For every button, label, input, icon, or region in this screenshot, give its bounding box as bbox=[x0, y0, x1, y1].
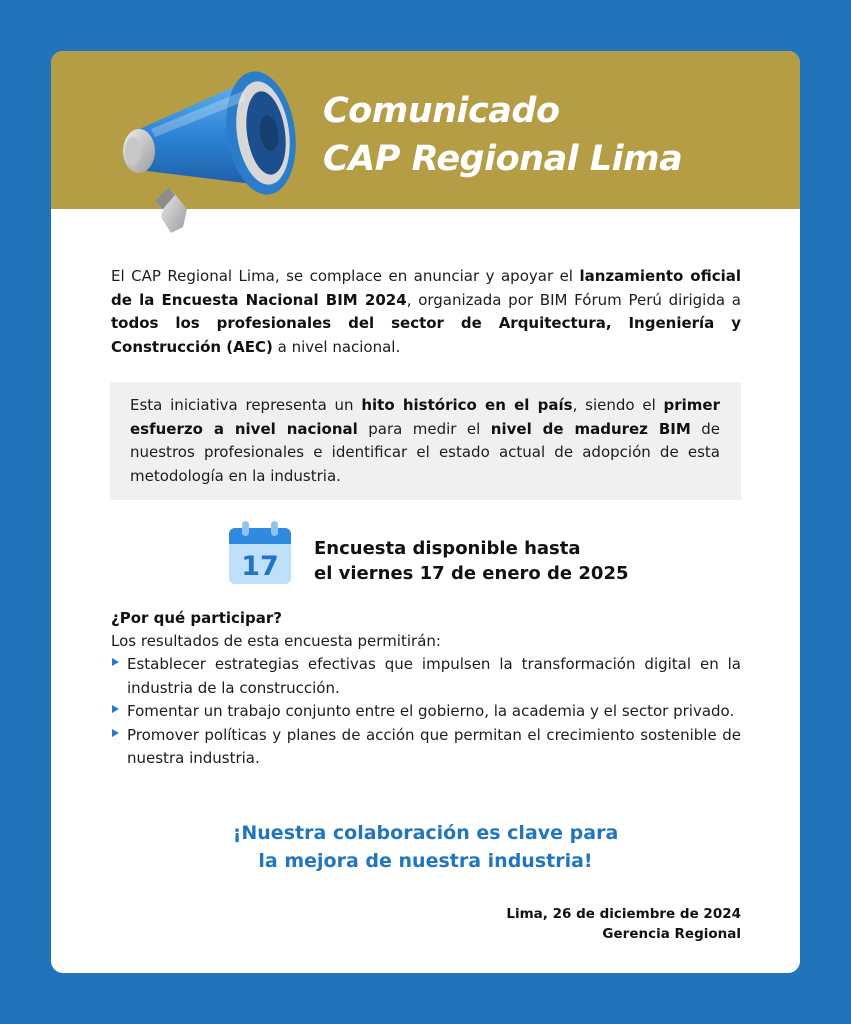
list-item-text: Fomentar un trabajo conjunto entre el gobierno, la academia y el sector privado. bbox=[127, 702, 735, 720]
intro-text: a nivel nacional. bbox=[272, 337, 401, 356]
calendar-day: 17 bbox=[241, 551, 279, 582]
intro-bold: lanzamiento oficial de la Encuesta Nacional BIM 2024 bbox=[111, 267, 741, 309]
highlight-bold: hito histórico en el país bbox=[361, 396, 573, 414]
announcement-card bbox=[51, 51, 800, 973]
signature-block bbox=[506, 904, 741, 944]
triangle-bullet-icon bbox=[112, 705, 119, 713]
benefits-list bbox=[111, 653, 751, 771]
why-participate-section bbox=[111, 607, 751, 771]
deadline-line-1: Encuesta disponible hasta bbox=[314, 538, 581, 559]
title-line-1: Comunicado bbox=[323, 91, 560, 131]
list-item bbox=[111, 700, 741, 724]
deadline-line-2: el viernes 17 de enero de 2025 bbox=[314, 563, 629, 584]
header-banner bbox=[51, 51, 800, 209]
highlight-text: Esta iniciativa representa un bbox=[130, 396, 362, 414]
signer: Gerencia Regional bbox=[602, 926, 741, 942]
section-heading: ¿Por qué participar? bbox=[111, 609, 282, 627]
list-item bbox=[111, 653, 741, 700]
list-item bbox=[111, 724, 741, 771]
closing-line-1: ¡Nuestra colaboración es clave para bbox=[232, 822, 619, 844]
deadline-text bbox=[314, 536, 629, 586]
megaphone-icon bbox=[111, 59, 311, 234]
closing-message bbox=[51, 819, 800, 875]
title-line-2: CAP Regional Lima bbox=[323, 139, 683, 179]
highlight-text: , siendo el bbox=[572, 396, 664, 414]
list-item-text: Promover políticas y planes de acción que permitan el crecimiento sostenible de nuestra industria. bbox=[127, 725, 741, 767]
place-date: Lima, 26 de diciembre de 2024 bbox=[506, 906, 741, 922]
highlight-box bbox=[110, 382, 741, 500]
list-item-text: Establecer estrategias efectivas que impulsen la transformación digital en la industria de la construcción. bbox=[127, 655, 741, 697]
closing-line-2: la mejora de nuestra industria! bbox=[258, 850, 593, 872]
highlight-text: para medir el bbox=[357, 419, 491, 438]
calendar-icon bbox=[227, 520, 293, 586]
intro-paragraph bbox=[111, 265, 741, 359]
intro-text: , organizada por BIM Fórum Perú dirigida a bbox=[406, 290, 741, 309]
triangle-bullet-icon bbox=[112, 658, 119, 666]
page-title bbox=[323, 87, 682, 183]
highlight-bold: nivel de madurez BIM bbox=[490, 419, 691, 438]
highlight-text: de nuestros profesionales e identificar el estado actual de adopción de esta metodología en la industria. bbox=[130, 419, 720, 485]
intro-text: El CAP Regional Lima, se complace en anunciar y apoyar el bbox=[111, 267, 580, 285]
highlight-bold: primer esfuerzo a nivel nacional bbox=[130, 396, 720, 438]
highlight-paragraph bbox=[130, 394, 720, 488]
triangle-bullet-icon bbox=[112, 729, 119, 737]
section-intro: Los resultados de esta encuesta permitirán: bbox=[111, 632, 441, 650]
intro-bold: todos los profesionales del sector de Arquitectura, Ingeniería y Construcción (AEC) bbox=[111, 314, 741, 356]
